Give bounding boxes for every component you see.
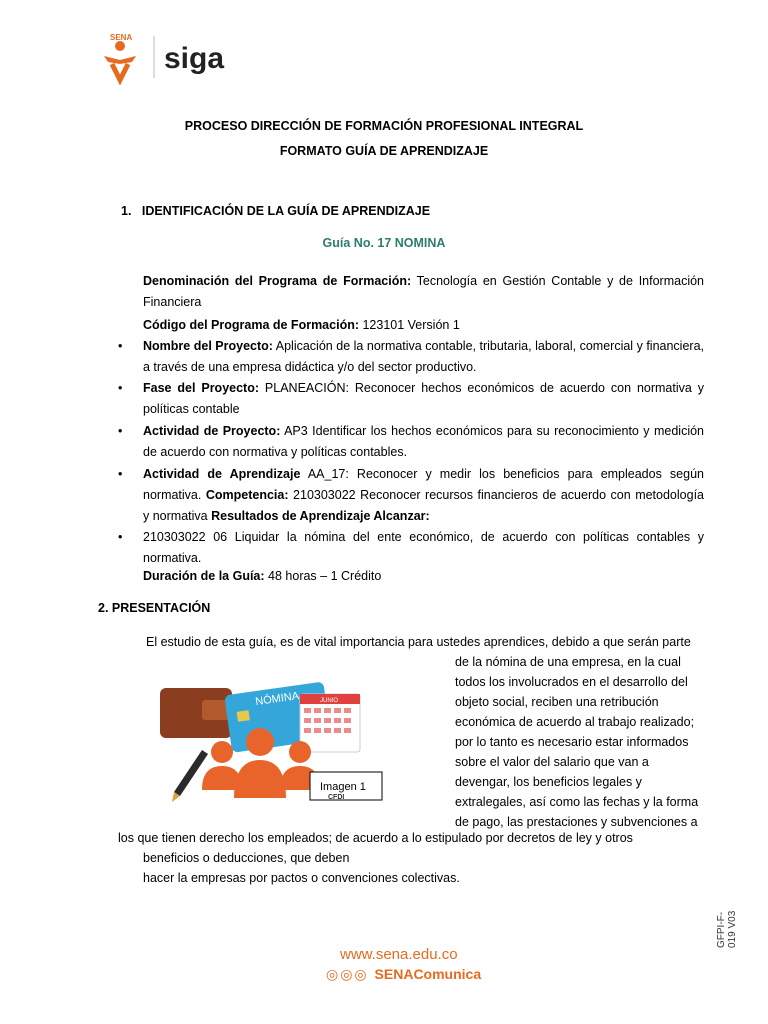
item-label: Actividad de Aprendizaje <box>143 467 301 481</box>
duracion <box>118 566 704 587</box>
nomina-illustration <box>150 680 390 815</box>
list-item <box>118 336 704 378</box>
item-text: AA_17: Reconocer y medir los beneficios para empleados según normativa. <box>143 467 704 502</box>
item-text: 210303022 Reconocer recursos financieros de acuerdo con metodología y normativa <box>143 488 704 523</box>
nomina-image <box>150 680 390 815</box>
list-item <box>118 315 704 336</box>
item-label: Actividad de Proyecto: <box>143 424 281 438</box>
doc-title-2: FORMATO GUÍA DE APRENDIZAJE <box>279 144 489 158</box>
guia-number: Guía No. 17 NOMINA <box>322 236 446 250</box>
item-text: AP3 Identificar los hechos económicos para su reconocimiento y medición de acuerdo con normativa y políticas contables. <box>143 424 704 459</box>
image-caption: Imagen 1 <box>320 781 366 793</box>
footer-url[interactable]: www.sena.edu.co <box>340 946 458 963</box>
doc-code: GFPI-F-019 V03 <box>716 910 738 948</box>
item-label: Nombre del Proyecto: <box>143 339 273 353</box>
item-text: Tecnología en Gestión Contable y de Información Financiera <box>143 274 705 309</box>
footer-social <box>326 966 481 983</box>
doc-title-1: PROCESO DIRECCIÓN DE FORMACIÓN PROFESIONAL INTEGRAL <box>184 119 584 133</box>
list-item <box>118 421 704 463</box>
duracion-value: 48 horas – 1 Crédito <box>264 569 382 583</box>
brand-left: SENA <box>110 33 133 42</box>
presentation-bottom-text: los que tienen derecho los empleados; de acuerdo a lo estipulado por decretos de ley y otros beneficios o deducciones, que deben hacer la empresas por pactos o convenciones colectivas. <box>118 831 633 885</box>
item-text: 210303022 06 Liquidar la nómina del ente económico, de acuerdo con políticas contables y normativa. <box>143 530 704 565</box>
bullet-icon: • <box>118 424 123 438</box>
bullet-icon: • <box>118 339 123 353</box>
section2-heading: 2. PRESENTACIÓN <box>98 601 211 615</box>
item-label: Competencia: <box>201 488 289 502</box>
presentation-first-line: El estudio de esta guía, es de vital importancia para ustedes aprendices, debido a que serán parte <box>146 635 691 649</box>
header-logo <box>98 32 248 86</box>
item-text: Aplicación de la normativa contable, tributaria, laboral, comercial y financiera, a través de una empresa didáctica y/o del sector productivo. <box>143 339 705 374</box>
social-icons: ◎◎◎ <box>326 966 375 982</box>
item-text: 123101 Versión 1 <box>359 318 460 332</box>
presentation-side-text: de la nómina de una empresa, en la cual todos los involucrados en el desarrollo del objeto social, reciben una retribución económica de acuerdo al trabajo realizado; por lo tanto es necesario estar informados sobre el valor del salario que van a devengar, los beneficios legales y extralegales, así como las fechas y la forma de pago, las prestaciones y subvenciones a <box>455 655 699 829</box>
list-item <box>118 378 704 420</box>
brand-right: siga <box>164 42 225 75</box>
item-label: Código del Programa de Formación: <box>143 318 359 332</box>
list-item <box>118 527 704 569</box>
item-label: Resultados de Aprendizaje Alcanzar: <box>211 509 430 523</box>
item-label: Denominación del Programa de Formación: <box>143 274 412 288</box>
bullet-icon: • <box>118 467 123 481</box>
list-item <box>118 464 704 527</box>
sena-logo-icon <box>98 32 248 86</box>
card-label: NÓMINA <box>254 690 300 709</box>
item-text: PLANEACIÓN: Reconocer hechos económicos de acuerdo con normativa y políticas contable <box>143 381 704 416</box>
duracion-label: Duración de la Guía: <box>143 569 265 583</box>
list-item <box>118 271 704 313</box>
calendar-label: JUNIO <box>320 698 338 704</box>
bullet-icon: • <box>118 381 123 395</box>
section1-heading: 1. IDENTIFICACIÓN DE LA GUÍA DE APRENDIZAJE <box>121 204 431 218</box>
cfdi-label: CFDI <box>328 794 345 801</box>
social-handle[interactable]: SENAComunica <box>374 966 482 982</box>
bullet-icon: • <box>118 530 123 544</box>
item-label: Fase del Proyecto: <box>143 381 260 395</box>
